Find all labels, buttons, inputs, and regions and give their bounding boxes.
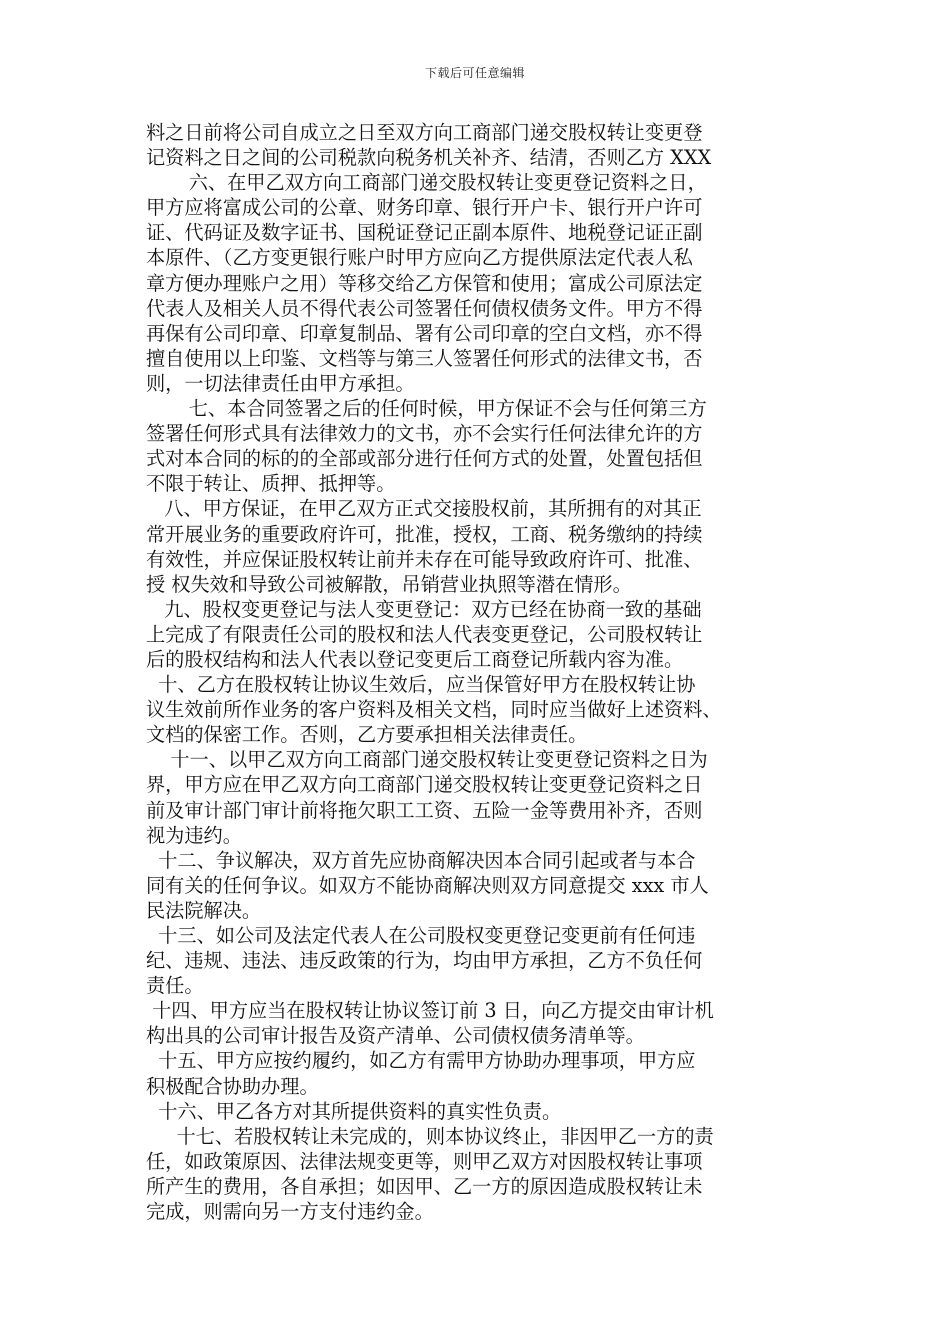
document-line: 界，甲方应在甲乙双方向工商部门递交股权转让变更登记资料之日: [146, 773, 703, 797]
document-line: 十二、争议解决，双方首先应协商解决因本合同引起或者与本合: [146, 848, 696, 872]
document-line: 十一、以甲乙双方向工商部门递交股权转让变更登记资料之日为: [146, 748, 708, 772]
document-line: 本原件、（乙方变更银行账户时甲方应向乙方提供原法定代表人私: [146, 246, 693, 270]
document-line: 证、代码证及数字证书、国税证登记正副本原件、地税登记证正副: [146, 221, 703, 245]
document-line: 常开展业务的重要政府许可，批准，授权，工商、税务缴纳的持续: [146, 522, 703, 546]
document-line: 擅自使用以上印鉴、文档等与第三人签署任何形式的法律文书，否: [146, 346, 703, 370]
document-line: 任，如政策原因、法律法规变更等，则甲乙双方对因股权转让事项: [146, 1149, 703, 1173]
document-line: 十四、甲方应当在股权转让协议签订前 3 日，向乙方提交由审计机: [146, 999, 714, 1023]
document-line: 七、本合同签署之后的任何时候，甲方保证不会与任何第三方: [146, 397, 707, 421]
document-line: 十七、若股权转让未完成的，则本协议终止，非因甲乙一方的责: [146, 1124, 714, 1148]
document-line: 视为违约。: [146, 823, 242, 847]
document-line: 八、甲方保证，在甲乙双方正式交接股权前，其所拥有的对其正: [146, 497, 702, 521]
document-line: 甲方应将富成公司的公章、财务印章、银行开户卡、银行开户许可: [146, 196, 703, 220]
document-line: 记资料之日之间的公司税款向税务机关补齐、结清，否则乙方 XXX: [146, 146, 712, 170]
document-body: [146, 120, 822, 1224]
document-line: 前及审计部门审计前将拖欠职工工资、五险一金等费用补齐，否则: [146, 798, 703, 822]
document-line: 上完成了有限责任公司的股权和法人代表变更登记，公司股权转让: [146, 622, 703, 646]
document-line: 授 权失效和导致公司被解散，吊销营业执照等潜在情形。: [146, 572, 632, 596]
document-line: 同有关的任何争议。如双方不能协商解决则双方同意提交 xxx 市人: [146, 873, 709, 897]
document-line: 积极配合协助办理。: [146, 1074, 319, 1098]
document-line: 纪、违规、违法、违反政策的行为，均由甲方承担，乙方不负任何: [146, 949, 703, 973]
document-line: 九、股权变更登记与法人变更登记：双方已经在协商一致的基础: [146, 597, 702, 621]
document-line: 则，一切法律责任由甲方承担。: [146, 371, 415, 395]
document-line: 十三、如公司及法定代表人在公司股权变更登记变更前有任何违: [146, 924, 696, 947]
document-line: 所产生的费用，各自承担；如因甲、乙一方的原因造成股权转让未: [146, 1174, 703, 1198]
document-line: 文档的保密工作。否则，乙方要承担相关法律责任。: [146, 723, 588, 747]
document-line: 后的股权结构和法人代表以登记变更后工商登记所载内容为准。: [146, 647, 684, 671]
page-header-note: 下载后可任意编辑: [424, 66, 525, 80]
document-line: 六、在甲乙双方向工商部门递交股权转让变更登记资料之日，: [146, 171, 707, 195]
document-line: 议生效前所作业务的客户资料及相关文档，同时应当做好上述资料、: [146, 698, 722, 722]
document-line: 章方便办理账户之用）等移交给乙方保管和使用；富成公司原法定: [146, 271, 703, 295]
document-line: 再保有公司印章、印章复制品、署有公司印章的空白文档，亦不得: [146, 321, 703, 345]
document-line: 不限于转让、质押、抵押等。: [146, 472, 396, 496]
document-line: 有效性，并应保证股权转让前并未存在可能导致政府许可、批准、: [146, 547, 703, 571]
document-line: 十五、甲方应按约履约，如乙方有需甲方协助办理事项，甲方应: [146, 1049, 696, 1073]
document-line: 式对本合同的标的的全部或部分进行任何方式的处置，处置包括但: [146, 447, 703, 471]
document-line: 构出具的公司审计报告及资产清单、公司债权债务清单等。: [146, 1024, 645, 1048]
document-line: 十、乙方在股权转让协议生效后，应当保管好甲方在股权转让协: [146, 673, 696, 697]
document-line: 责任。: [146, 974, 204, 998]
document-line: 民法院解决。: [146, 898, 262, 922]
document-line: 料之日前将公司自成立之日至双方向工商部门递交股权转让变更登: [146, 121, 703, 144]
document-line: 签署任何形式具有法律效力的文书，亦不会实行任何法律允许的方: [146, 422, 703, 446]
document-line: 代表人及相关人员不得代表公司签署任何债权债务文件。甲方不得: [146, 296, 703, 320]
document-line: 完成，则需向另一方支付违约金。: [146, 1200, 434, 1224]
document-line: 十六、甲乙各方对其所提供资料的真实性负责。: [146, 1099, 562, 1123]
